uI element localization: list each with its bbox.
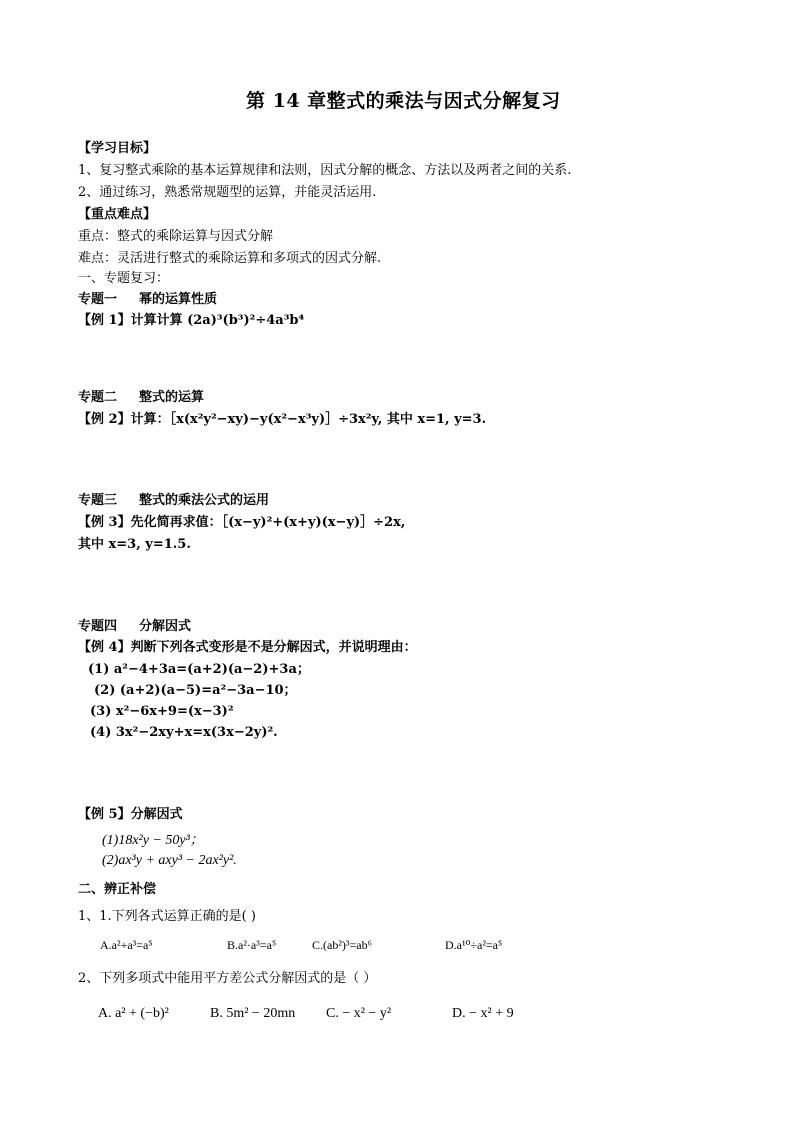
goal-item-2: 2、通过练习，熟悉常规题型的运算，并能灵活运用. [78,185,377,200]
example3: 【例 3】先化简再求值：［(x−y)²+(x+y)(x−y)］÷2x, [78,515,406,530]
example4: 【例 4】判断下列各式变形是不是分解因式，并说明理由： [78,640,417,655]
goals-header: 【学习目标】 [78,141,157,156]
topic1-label: 专题一 [78,292,118,307]
example1: 【例 1】计算计算 (2a)³(b³)²÷4a³b⁴ [78,313,305,328]
q2-option-a: A. a² + (−b)² [98,1006,169,1021]
q2-option-d: D. − x² + 9 [452,1006,514,1021]
q1-option-c: C.(ab²)³=ab⁶ [312,938,372,952]
example2: 【例 2】计算：［x(x²y²−xy)−y(x²−x³y)］÷3x²y, 其中 x=1, y=3. [78,412,487,427]
topic3-label: 专题三 [78,493,118,508]
topic1-name: 幂的运算性质 [139,292,218,307]
topic4-label: 专题四 [78,619,118,634]
q1-option-a: A.a²+a³=a⁵ [100,938,153,952]
topic3-name: 整式的乘法公式的运用 [139,493,270,508]
topic4-name: 分解因式 [139,619,192,634]
difficulty-point: 难点：灵活进行整式的乘除运算和多项式的因式分解. [78,251,382,266]
part2-heading: 二、辨正补偿 [78,882,157,897]
example5-header: 【例 5】分解因式 [78,807,183,822]
topic1-heading [78,293,217,306]
key-point: 重点：整式的乘除运算与因式分解 [78,229,274,244]
example3-condition: 其中 x=3, y=1.5. [78,537,191,552]
example4-item-3: (3) x²−6x+9=(x−3)² [90,704,234,719]
q2-option-b: B. 5m² − 20mn [210,1006,296,1021]
example4-item-4: (4) 3x²−2xy+x=x(3x−2y)². [90,725,278,740]
part1-heading: 一、专题复习： [78,271,170,286]
question2-stem: 2、下列多项式中能用平方差公式分解因式的是（ ） [78,971,377,986]
q2-option-c: C. − x² − y² [326,1006,392,1021]
topic2-name: 整式的运算 [139,390,205,405]
topic2-label: 专题二 [78,390,118,405]
example5-item-1: (1)18x²y − 50y³； [102,833,204,848]
topic3-heading [78,494,269,507]
q1-option-b: B.a²·a³=a⁵ [227,938,277,952]
goal-item-1: 1、复习整式乘除的基本运算规律和法则，因式分解的概念、方法以及两者之间的关系. [78,163,572,178]
q1-option-d: D.a¹⁰÷a²=a⁵ [445,938,503,952]
example5-item-2: (2)ax³y + axy³ − 2ax²y². [102,853,237,868]
topic2-heading [78,391,204,404]
example4-item-2: (2) (a+2)(a−5)=a²−3a−10； [94,683,297,698]
example4-item-1: (1) a²−4+3a=(a+2)(a−2)+3a； [88,662,310,677]
page-title: 第 14 章整式的乘法与因式分解复习 [246,90,561,112]
topic4-heading [78,620,191,633]
key-points-header: 【重点难点】 [78,207,157,222]
question1-stem: 1、1.下列各式运算正确的是( ) [78,909,256,924]
